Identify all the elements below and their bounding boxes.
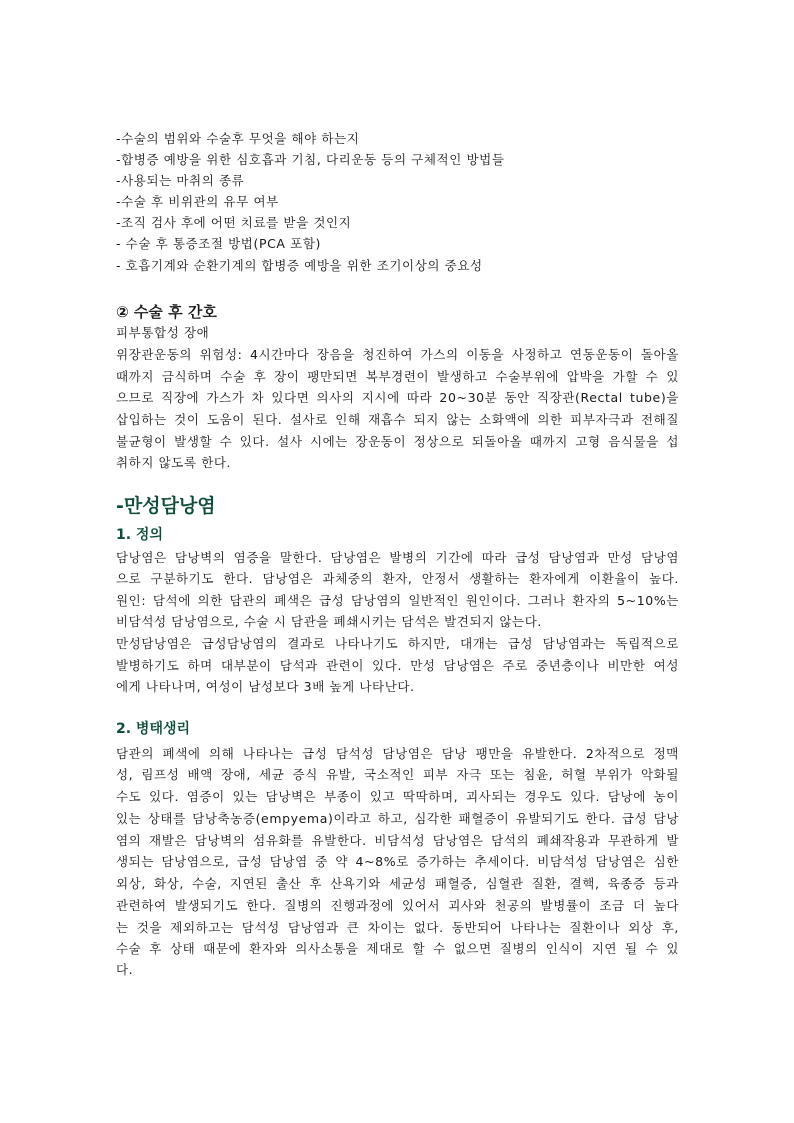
definition-line: 발병하기도 하며 대부분이 담석과 관련이 있다. 만성 담낭염은 주로 중년층이나 비만한 여성 <box>116 658 679 673</box>
definition-line: 만성담낭염은 급성담낭염의 결과로 나타나기도 하지만, 대개는 급성 담낭염과는 독립적으로 <box>116 636 679 651</box>
pathophysiology-line: 관련하여 발생되기도 한다. 질병의 진행과정에 있어서 괴사와 천공의 발병률이 조금 더 높다 <box>116 898 679 913</box>
postop-paragraph-line: 불균형이 발생할 수 있다. 설사 시에는 장운동이 정상으로 되돌아올 때까지 고형 음식물을 섭 <box>116 434 679 449</box>
pathophysiology-line: 있는 상태를 담낭축농증(empyema)이라고 하고, 심각한 패혈증이 유발되기도 한다. 급성 담낭 <box>116 811 679 826</box>
pathophysiology-line: 성, 림프성 배액 장애, 세균 증식 유발, 국소적인 피부 자극 또는 침윤, 허혈 부위가 악화될 <box>116 767 679 782</box>
checklist-item: -수술의 범위와 수술후 무엇을 해야 하는지 <box>116 131 360 146</box>
definition-line: 으로 구분하기도 한다. 담낭염은 과체중의 환자, 안정서 생활하는 환자에게 이환율이 높다. <box>116 571 679 586</box>
pathophysiology-line: 외상, 화상, 수술, 지연된 출산 후 산욕기와 세균성 패혈증, 심혈관 질환, 결핵, 육종증 등과 <box>116 876 679 891</box>
pathophysiology-line: 다. <box>116 962 134 977</box>
checklist-item: - 수술 후 통증조절 방법(PCA 포함) <box>116 236 321 251</box>
checklist-item: -조직 검사 후에 어떤 치료를 받을 것인지 <box>116 215 352 230</box>
pathophysiology-line: 는 것을 제외하고는 담석성 담낭염과 큰 차이는 없다. 동반되어 나타나는 질환이나 외상 후, <box>116 920 679 935</box>
definition-line: 에게 나타나며, 여성이 남성보다 3배 높게 나타난다. <box>116 679 415 694</box>
postop-paragraph-line: 때까지 금식하며 수술 후 장이 팽만되면 복부경련이 발생하고 수술부위에 압박을 가할 수 있 <box>116 369 679 384</box>
checklist-item: -수술 후 비위관의 유무 여부 <box>116 194 279 209</box>
postop-label: 피부통합성 장애 <box>116 325 210 340</box>
pathophysiology-line: 수술 후 상태 때문에 환자와 의사소통을 제대로 할 수 없으면 질병의 인식이 지연 될 수 있 <box>116 941 679 956</box>
pathophysiology-line: 염의 재발은 담낭벽의 섬유화를 유발한다. 비담석성 담낭염은 담석의 폐쇄작용과 무관하게 발 <box>116 833 679 848</box>
pathophysiology-heading: 2. 병태생리 <box>116 721 191 737</box>
definition-heading: 1. 정의 <box>116 527 163 543</box>
pathophysiology-line: 수도 있다. 염증이 있는 담낭벽은 부종이 있고 딱딱하며, 괴사되는 경우도 있다. 담낭에 농이 <box>116 789 679 804</box>
postop-paragraph-line: 위장관운동의 위험성: 4시간마다 장음을 청진하여 가스의 이동을 사정하고 연동운동이 돌아올 <box>116 347 679 362</box>
postop-paragraph-line: 으므로 직장에 가스가 차 있다면 의사의 지시에 따라 20~30분 동안 직장관(Rectal tube)을 <box>116 390 679 405</box>
pathophysiology-line: 담관의 폐색에 의해 나타나는 급성 담석성 담낭염은 담낭 팽만을 유발한다. 2차적으로 정맥 <box>116 746 679 761</box>
definition-line: 비담석성 담낭염으로, 수술 시 담관을 폐쇄시키는 담석은 발견되지 않는다. <box>116 614 542 629</box>
checklist-item: -합병증 예방을 위한 심호흡과 기침, 다리운동 등의 구체적인 방법들 <box>116 152 505 167</box>
checklist-item: -사용되는 마취의 종류 <box>116 173 245 188</box>
pathophysiology-line: 생되는 담낭염으로, 급성 담낭염 중 약 4~8%로 증가하는 추세이다. 비담석성 담낭염은 심한 <box>116 854 679 869</box>
section-title: -만성담낭염 <box>116 495 216 517</box>
checklist-item: - 호흡기계와 순환기계의 합병증 예방을 위한 조기이상의 중요성 <box>116 258 483 273</box>
definition-line: 담낭염은 담낭벽의 염증을 말한다. 담낭염은 발병의 기간에 따라 급성 담낭염과 만성 담낭염 <box>116 550 679 565</box>
postop-paragraph-line: 삽입하는 것이 도움이 된다. 설사로 인해 재흡수 되지 않는 소화액에 의한 피부자극과 전해질 <box>116 412 679 427</box>
definition-line: 원인: 담석에 의한 담관의 폐색은 급성 담낭염의 일반적인 원인이다. 그러나 환자의 5~10%는 <box>116 593 679 608</box>
postop-paragraph-line: 취하지 않도록 한다. <box>116 455 232 470</box>
postop-heading: ② 수술 후 간호 <box>116 303 217 321</box>
